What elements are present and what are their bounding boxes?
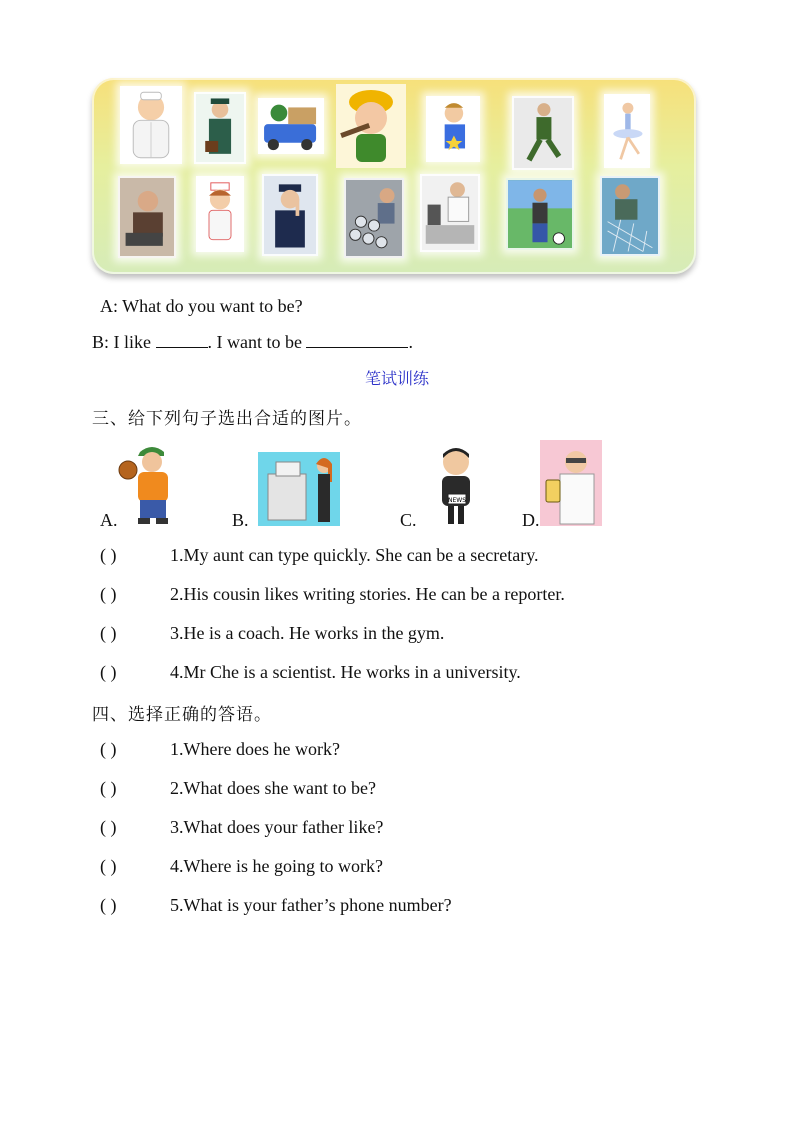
section3-item-text: 1.My aunt can type quickly. She can be a secretary.	[170, 545, 539, 565]
section4-item-1	[100, 739, 340, 760]
dialogue-answer-middle: . I want to be	[207, 332, 307, 352]
scientist-picture	[420, 174, 480, 252]
singer-picture	[426, 96, 480, 162]
section3-item-text: 2.His cousin likes writing stories. He can be a reporter.	[170, 584, 565, 604]
answer-paren[interactable]: ( )	[100, 856, 117, 876]
section4-item-5	[100, 895, 452, 916]
office-worker-picture	[118, 176, 176, 258]
dialogue-question: A: What do you want to be?	[100, 296, 303, 316]
nurse-picture	[196, 176, 244, 252]
section4-item-text: 4.Where is he going to work?	[170, 856, 383, 876]
section3-item-text: 3.He is a coach. He works in the gym.	[170, 623, 445, 643]
section3-item-4	[100, 662, 521, 683]
section-heading: 笔试训练	[364, 369, 429, 388]
worker-picture	[336, 84, 406, 168]
section4-item-2	[100, 778, 376, 799]
section4-title: 四、选择正确的答语。	[92, 705, 272, 725]
option-d-label: D.	[522, 510, 540, 530]
section4-item-text: 5.What is your father’s phone number?	[170, 895, 452, 915]
answer-blank-job[interactable]	[306, 331, 408, 348]
dialogue-answer	[92, 331, 413, 353]
section4-item-3	[100, 817, 383, 838]
answer-paren[interactable]: ( )	[100, 895, 117, 915]
answer-paren[interactable]: ( )	[100, 739, 117, 759]
athlete-picture	[506, 178, 574, 250]
section3-title: 三、给下列句子选出合适的图片。	[92, 409, 362, 429]
occupations-picture-banner	[92, 78, 696, 274]
news-sign-text: NEWS	[447, 497, 467, 504]
option-d-picture-scientist[interactable]	[540, 440, 602, 526]
section3-item-2	[100, 584, 565, 605]
postman-picture	[194, 92, 246, 164]
truck-driver-picture	[258, 98, 324, 154]
option-a-picture-coach[interactable]	[118, 440, 182, 526]
answer-paren[interactable]: ( )	[100, 545, 117, 565]
option-c-label: C.	[400, 510, 417, 530]
section4-item-text: 1.Where does he work?	[170, 739, 340, 759]
answer-paren[interactable]: ( )	[100, 623, 117, 643]
section4-item-text: 2.What does she want to be?	[170, 778, 376, 798]
option-b-picture-secretary[interactable]	[258, 452, 340, 526]
option-a-label: A.	[100, 510, 118, 530]
option-c-picture-reporter[interactable]	[426, 444, 486, 526]
answer-paren[interactable]: ( )	[100, 817, 117, 837]
answer-paren[interactable]: ( )	[100, 778, 117, 798]
section4-item-4	[100, 856, 383, 877]
section3-item-text: 4.Mr Che is a scientist. He works in a university.	[170, 662, 521, 682]
answer-blank-like[interactable]	[156, 331, 208, 348]
factory-worker-picture	[344, 178, 404, 258]
fisherman-picture	[600, 176, 660, 256]
doctor-picture	[120, 86, 182, 164]
police-officer-picture	[262, 174, 318, 256]
section4-item-text: 3.What does your father like?	[170, 817, 384, 837]
dialogue-answer-prefix: B: I like	[92, 332, 156, 352]
option-b-label: B.	[232, 510, 249, 530]
answer-paren[interactable]: ( )	[100, 584, 117, 604]
soccer-player-picture	[512, 96, 574, 170]
section3-item-1	[100, 545, 539, 566]
answer-paren[interactable]: ( )	[100, 662, 117, 682]
dancer-picture	[604, 94, 650, 168]
dialogue-answer-end: .	[408, 332, 413, 352]
section3-item-3	[100, 623, 444, 644]
